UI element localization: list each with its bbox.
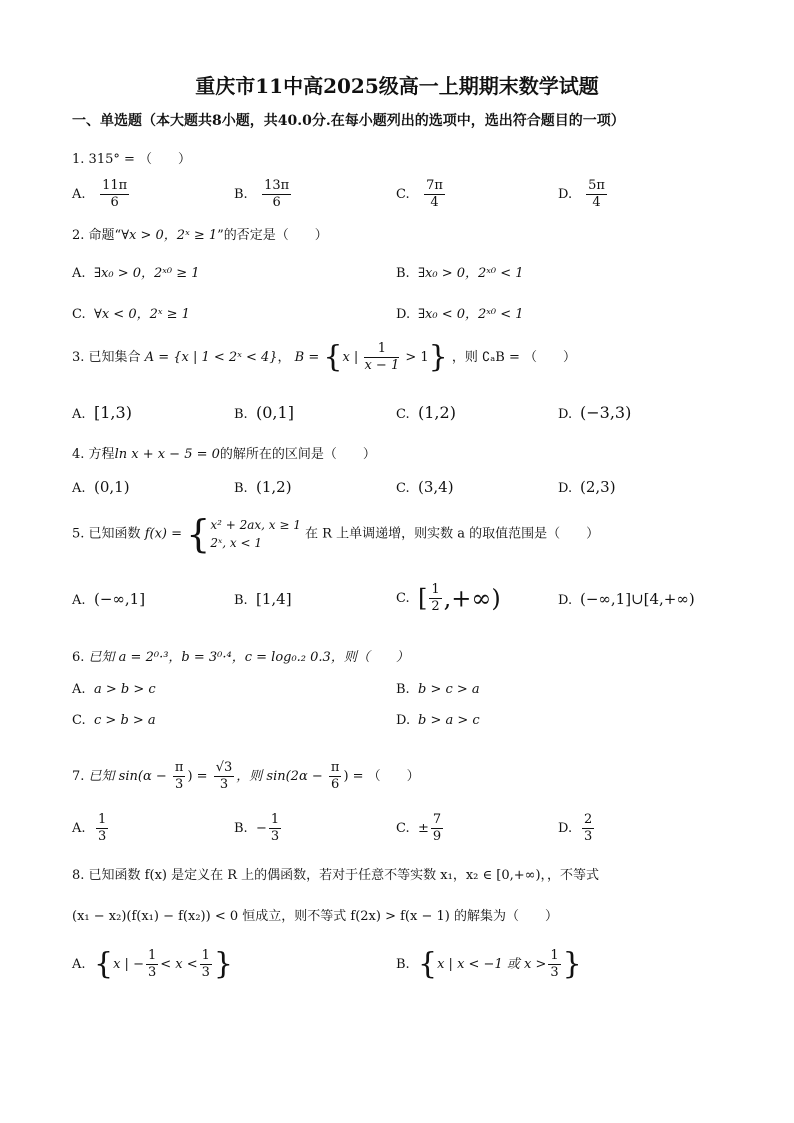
question-1: 1. 315° = （ ）	[72, 152, 192, 167]
q6-option-c[interactable]: C. c > b > a	[72, 713, 156, 728]
question-stem-line1: 已知函数 f(x) 是定义在 R 上的偶函数，若对于任意不等实数 x₁，x₂ ∈ [0,+∞)，，不等式	[88, 868, 600, 883]
page-title: 重庆市11中高2025级高一上期期末数学试题	[195, 74, 599, 98]
question-2: 2. 命题“∀x > 0，2ˣ ≥ 1”的否定是（ ）	[72, 228, 328, 243]
q2-option-d[interactable]: D. ∃x₀ < 0，2ˣ⁰ < 1	[396, 307, 524, 322]
section-heading: 一、单选题（本大题共8小题，共40.0分.在每小题列出的选项中，选出符合题目的一项）	[72, 113, 625, 129]
q1-option-b[interactable]: B. $\frac{13\pi}{6}$	[234, 178, 290, 210]
q3-option-c[interactable]: C. (1,2)	[396, 403, 456, 422]
q3-option-a[interactable]: A. [1,3)	[72, 403, 132, 422]
q4-option-a[interactable]: A. (0,1)	[72, 478, 130, 496]
set-a: A = {x | 1 < 2ˣ < 4}	[144, 350, 278, 365]
q5-option-b[interactable]: B. [1,4]	[234, 590, 292, 608]
q3-option-d[interactable]: D. (−3,3)	[558, 403, 632, 422]
q5-option-d[interactable]: D. (−∞,1]∪[4,+∞)	[558, 590, 695, 608]
q7-option-a[interactable]: A. $\frac{1}{3}$	[72, 812, 107, 844]
piecewise-cases: x² + 2ax, x ≥ 1 2ˣ, x < 1	[210, 518, 301, 550]
q8-option-a[interactable]: A. {x | − $\frac{1}{3}$ < x < $\frac{1}{3}$ }	[72, 946, 234, 982]
left-brace: {	[323, 339, 343, 375]
q6-option-a[interactable]: A. a > b > c	[72, 682, 156, 697]
question-8: 8. 已知函数 f(x) 是定义在 R 上的偶函数，若对于任意不等实数 x₁，x₂ ∈ [0,+∞)，，不等式	[72, 868, 600, 883]
question-6: 6. 已知 a = 2⁰·³，b = 3⁰·⁴，c = log₀.₂ 0.3，则（ ）	[72, 650, 409, 665]
q1-option-c[interactable]: C. $\frac{7\pi}{4}$	[396, 178, 443, 210]
q1-option-a[interactable]: A. $\frac{11\pi}{6}$	[72, 178, 128, 210]
q8-option-b[interactable]: B. {x | x < −1 或 x > $\frac{1}{3}$ }	[396, 946, 582, 982]
q6-option-b[interactable]: B. b > c > a	[396, 682, 480, 697]
q4-option-b[interactable]: B. (1,2)	[234, 478, 292, 496]
q6-option-d[interactable]: D. b > a > c	[396, 713, 480, 728]
q2-option-a[interactable]: A. ∃x₀ > 0，2ˣ⁰ ≥ 1	[72, 266, 200, 281]
q5-option-c[interactable]: C. [ $\frac{1}{2}$ ,+∞)	[396, 582, 501, 614]
question-5: 5. 已知函数 f(x) = { x² + 2ax, x ≥ 1 2ˣ, x < 1 在 R 上单调递增，则实数 a 的取值范围是（ ）	[72, 512, 600, 556]
question-3: 3. 已知集合 A = {x | 1 < 2ˣ < 4}， B = {x | $\frac{1}{x - 1}$ > 1} ，则 ∁ₐB = （ ）	[72, 339, 577, 375]
question-7: 7. 已知 sin(α − $\frac{\pi}{3}$ ) = $\frac{√3}{3}$ ，则 sin(2α − $\frac{\pi}{6}$ ) = （ ）	[72, 760, 420, 792]
q7-option-c[interactable]: C. ± $\frac{7}{9}$	[396, 812, 442, 844]
q3-option-b[interactable]: B. (0,1]	[234, 403, 294, 422]
q5-option-a[interactable]: A. (−∞,1]	[72, 590, 146, 608]
q4-option-c[interactable]: C. (3,4)	[396, 478, 454, 496]
question-4: 4. 方程ln x + x − 5 = 0的解所在的区间是（ ）	[72, 447, 376, 462]
q4-option-d[interactable]: D. (2,3)	[558, 478, 616, 496]
question-8-line2: (x₁ − x₂)(f(x₁) − f(x₂)) < 0 恒成立，则不等式 f(2x) > f(x − 1) 的解集为（ ）	[72, 909, 558, 924]
q7-option-b[interactable]: B. − $\frac{1}{3}$	[234, 812, 280, 844]
q1-option-d[interactable]: D. $\frac{5\pi}{4}$	[558, 178, 605, 210]
piecewise-brace: {	[186, 512, 211, 556]
q7-option-d[interactable]: D. $\frac{2}{3}$	[558, 812, 593, 844]
question-stem: 315° = （ ）	[88, 152, 192, 167]
right-brace: }	[428, 339, 448, 375]
q2-option-c[interactable]: C. ∀x < 0，2ˣ ≥ 1	[72, 307, 190, 322]
q2-option-b[interactable]: B. ∃x₀ > 0，2ˣ⁰ < 1	[396, 266, 524, 281]
